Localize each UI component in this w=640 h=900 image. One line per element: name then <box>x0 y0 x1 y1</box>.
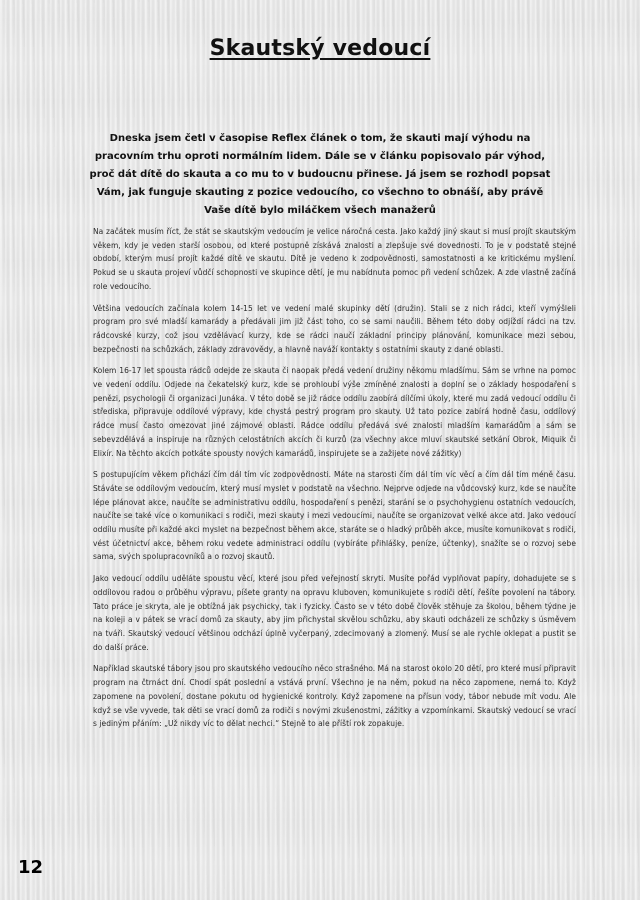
article-body <box>93 225 576 739</box>
article-paragraph: Například skautské tábory jsou pro skautského vedoucího něco strašného. Má na starost okolo 20 dětí, pro které musí připravit program na čtrnáct dní. Chodí spát poslední a vstává první. Všechno je na něm, pokud na něco zapomene, nemá to. Když zapomene na povolení, dostane pokutu od hygienické kontroly. Když zapomene na přísun vody, tábor nebude mít vodu. Ale když se vše vyvede, tak děti se vrací domů za rodiči s novými zkušenostmi, zážitky a vzpomínkami. Skautský vedoucí se vrací s jediným přáním: „Už nikdy víc to dělat nechci.“ Stejně to ale příští rok zopakuje. <box>93 664 576 729</box>
article-paragraph: Většina vedoucích začínala kolem 14-15 let ve vedení malé skupinky dětí (družin). Stali se z nich rádci, kteří vymýšleli program pro své mladší kamarády a předávali jim již část toho, co se sami naučili. Během této doby odjíždí rádci na tzv. rádcovské kurzy, což jsou vzdělávací kurzy, kde se rádci naučí základní principy plánování, komunikace mezi sebou, bezpečnosti na schůzkách, základy zdravovědy, a hlavně naváží kontakty s ostatními skauty z dané oblasti. <box>93 303 576 354</box>
page-number: 12 <box>18 857 44 878</box>
article-paragraph: Kolem 16-17 let spousta rádců odejde ze skauta či naopak předá vedení družiny někomu mladšímu. Sám se vrhne na pomoc ve vedení oddílu. Odjede na čekatelský kurz, kde se prohloubí výše zmíněné znalosti a doplní se o základy hospodaření s penězi, psychologii či organizaci Junáka. V této době se již rádce oddílu zaobírá dílčími úkoly, které mu zadá vedoucí oddílu či střediska, připravuje oddílové výpravy, kde chystá pestrý program pro skauty. Už tato pozice zabírá hodně času, oddílový rádce musí často omezovat jiné zájmové oblasti. Rádce oddílu předává své znalosti mladším kamarádům a sám se sebevzdělává a inspiruje na různých celostátních akcích či kurzů (za všechny akce mluví skautské setkání Obrok, Miquik či Elixír. Na těchto akcích potkáte spousty nových kamarádů, inspirujete se a zažijete nové zážitky) <box>93 366 576 458</box>
article-paragraph: S postupujícím věkem přichází čím dál tím víc zodpovědnosti. Máte na starosti čím dál tím víc věcí a čím dál tím méně času. Stáváte se oddílovým vedoucím, který musí myslet v podstatě na všechno. Nejprve odjede na vůdcovský kurz, kde se naučíte lépe plánovat akce, naučíte se administrativu oddílu, hospodaření s penězi, starání se o psychohygienu ostatních vedoucích, naučíte se také více o komunikaci s rodiči, mezi skauty i mezi vedoucími, naučíte se organizovat velké akce atd. Jako vedoucí oddílu musíte při každé akci myslet na bezpečnost během akce, staráte se o hladký průběh akce, musíte komunikovat s rodiči, vést účetnictví akce, během roku vedete administraci oddílu (vybíráte přihlášky, peníze, účtenky), snažíte se o rozvoj sebe sama, svých spolupracovníků a o rozvoj skautů. <box>93 470 576 562</box>
intro-paragraph: Dneska jsem četl v časopise Reflex článek o tom, že skauti mají výhodu na pracovním trhu oproti normálním lidem. Dále se v článku popisovalo pár výhod, proč dát dítě do skauta a co mu to v budoucnu přinese. Já jsem se rozhodl popsat Vám, jak funguje skauting z pozice vedoucího, co všechno to obnáší, aby právě Vaše dítě bylo miláčkem všech manažerů <box>89 133 551 216</box>
article-paragraph: Jako vedoucí oddílu uděláte spoustu věcí, které jsou před veřejností skryti. Musíte pořád vyplňovat papíry, dohadujete se s oddílovou radou o průběhu výpravu, píšete granty na opravu kluboven, komunikujete s rodiči dětí, řešíte povolení na tábory. Tato práce je skryta, ale je obtížná jak psychicky, tak i fyzicky. Často se v této době člověk stěhuje za školou, během týdne je na koleji a v pátek se vrací domů za skauty, aby jim přichystal skvělou schůzku, aby skauti odcházeli ze schůzky s úsměvem na tváři. Skautský vedoucí většinou odchází úplně vyčerpaný, zdecimovaný a zlomený. Musí se ale rychle oklepat a pustit se do další práce. <box>93 574 576 652</box>
page-title: Skautský vedoucí <box>209 36 431 61</box>
article-paragraph: Na začátek musím říct, že stát se skautským vedoucím je velice náročná cesta. Jako každý jiný skaut si musí projít skautským věkem, kdy je veden starší osobou, od které postupně získává znalosti a zlepšuje své dovednosti. To je v podstatě stejné období, kterým musí projít každé dítě ve skautu. Dítě je vedeno k zodpovědnosti, samostatnosti a ke kritickému myšlení. Pokud se u skauta projeví vůdčí schopnosti ve skupince dětí, je mu nabídnuta pomoc při vedení schůzek. A zde vlastně začíná role vedoucího. <box>93 227 576 291</box>
